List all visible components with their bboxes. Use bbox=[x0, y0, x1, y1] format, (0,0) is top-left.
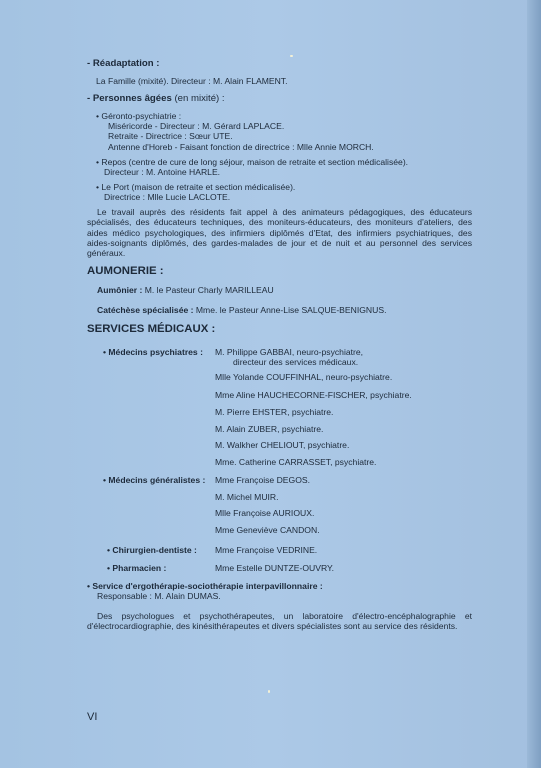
services-medicaux-heading: SERVICES MÉDICAUX : bbox=[87, 323, 216, 335]
geronto-title: • Géronto-psychiatrie : bbox=[96, 111, 182, 121]
pharmacien-label: • Pharmacien : bbox=[107, 563, 167, 573]
psychiatre-entry: M. Philippe GABBAI, neuro-psychiatre, bbox=[215, 347, 364, 357]
psychiatre-entry: directeur des services médicaux. bbox=[233, 357, 359, 367]
pharmacien-entry: Mme Estelle DUNTZE-OUVRY. bbox=[215, 563, 335, 573]
generaliste-entry: M. Michel MUIR. bbox=[215, 492, 279, 502]
personnes-agees-heading: - Personnes âgées (en mixité) : bbox=[87, 93, 225, 104]
page-number: VI bbox=[87, 711, 98, 723]
geronto-line: Antenne d'Horeb - Faisant fonction de directrice : Mlle Annie MORCH. bbox=[108, 142, 374, 152]
ergotherapie-label: • Service d'ergothérapie-sociothérapie interpavillonnaire : bbox=[87, 581, 323, 591]
aumonier-line: Aumônier : M. le Pasteur Charly MARILLEAU bbox=[97, 285, 274, 295]
readaptation-heading: - Réadaptation : bbox=[87, 58, 160, 69]
psychiatre-entry: M. Alain ZUBER, psychiatre. bbox=[215, 424, 324, 434]
personnel-paragraph: Le travail auprès des résidents fait appel à des animateurs pédagogiques, des éducateurs spécialisés, des éducateurs techniques, des moniteurs-éducateurs, des moniteurs d'ateliers, des aides médico psychologiques, des infirmiers diplômés d'Etat, des infirmiers psychiatriques, des aides-soignants diplômés, des gardes-malades de jour et de nuit et au personnel des services généraux. bbox=[87, 207, 472, 259]
psychiatre-entry: M. Pierre EHSTER, psychiatre. bbox=[215, 407, 334, 417]
readaptation-line: La Famille (mixité). Directeur : M. Alain FLAMENT. bbox=[96, 76, 288, 86]
repos-title: • Repos (centre de cure de long séjour, maison de retraite et section médicalisée). bbox=[96, 157, 409, 167]
port-line: Directrice : Mlle Lucie LACLOTE. bbox=[104, 192, 231, 202]
generalistes-label: • Médecins généralistes : bbox=[103, 475, 206, 485]
binding-edge bbox=[527, 0, 541, 768]
psychiatre-entry: Mlle Yolande COUFFINHAL, neuro-psychiatre. bbox=[215, 372, 393, 382]
dentiste-entry: Mme Françoise VEDRINE. bbox=[215, 545, 318, 555]
dentiste-label: • Chirurgien-dentiste : bbox=[107, 545, 197, 555]
closing-paragraph: Des psychologues et psychothérapeutes, un laboratoire d'électro-encéphalographie et d'électrocardiographie, des kinésithérapeutes et divers spécialistes sont au service des résidents. bbox=[87, 611, 472, 632]
paper-speck bbox=[290, 55, 293, 57]
psychiatre-entry: Mme Aline HAUCHECORNE-FISCHER, psychiatre. bbox=[215, 390, 412, 400]
geronto-line: Retraite - Directrice : Sœur UTE. bbox=[108, 131, 233, 141]
geronto-line: Miséricorde - Directeur : M. Gérard LAPLACE. bbox=[108, 121, 285, 131]
aumonerie-heading: AUMONERIE : bbox=[87, 265, 164, 277]
generaliste-entry: Mme Geneviève CANDON. bbox=[215, 525, 320, 535]
psychiatre-entry: M. Walkher CHELIOUT, psychiatre. bbox=[215, 440, 350, 450]
ergotherapie-line: Responsable : M. Alain DUMAS. bbox=[97, 591, 221, 601]
paper-speck bbox=[268, 690, 270, 693]
catechese-line: Catéchèse spécialisée : Mme. le Pasteur Anne-Lise SALQUE-BENIGNUS. bbox=[97, 305, 387, 315]
repos-line: Directeur : M. Antoine HARLE. bbox=[104, 167, 221, 177]
psychiatre-entry: Mme. Catherine CARRASSET, psychiatre. bbox=[215, 457, 377, 467]
generaliste-entry: Mme Françoise DEGOS. bbox=[215, 475, 311, 485]
port-title: • Le Port (maison de retraite et section médicalisée). bbox=[96, 182, 296, 192]
psychiatres-label: • Médecins psychiatres : bbox=[103, 347, 203, 357]
generaliste-entry: Mlle Françoise AURIOUX. bbox=[215, 508, 315, 518]
